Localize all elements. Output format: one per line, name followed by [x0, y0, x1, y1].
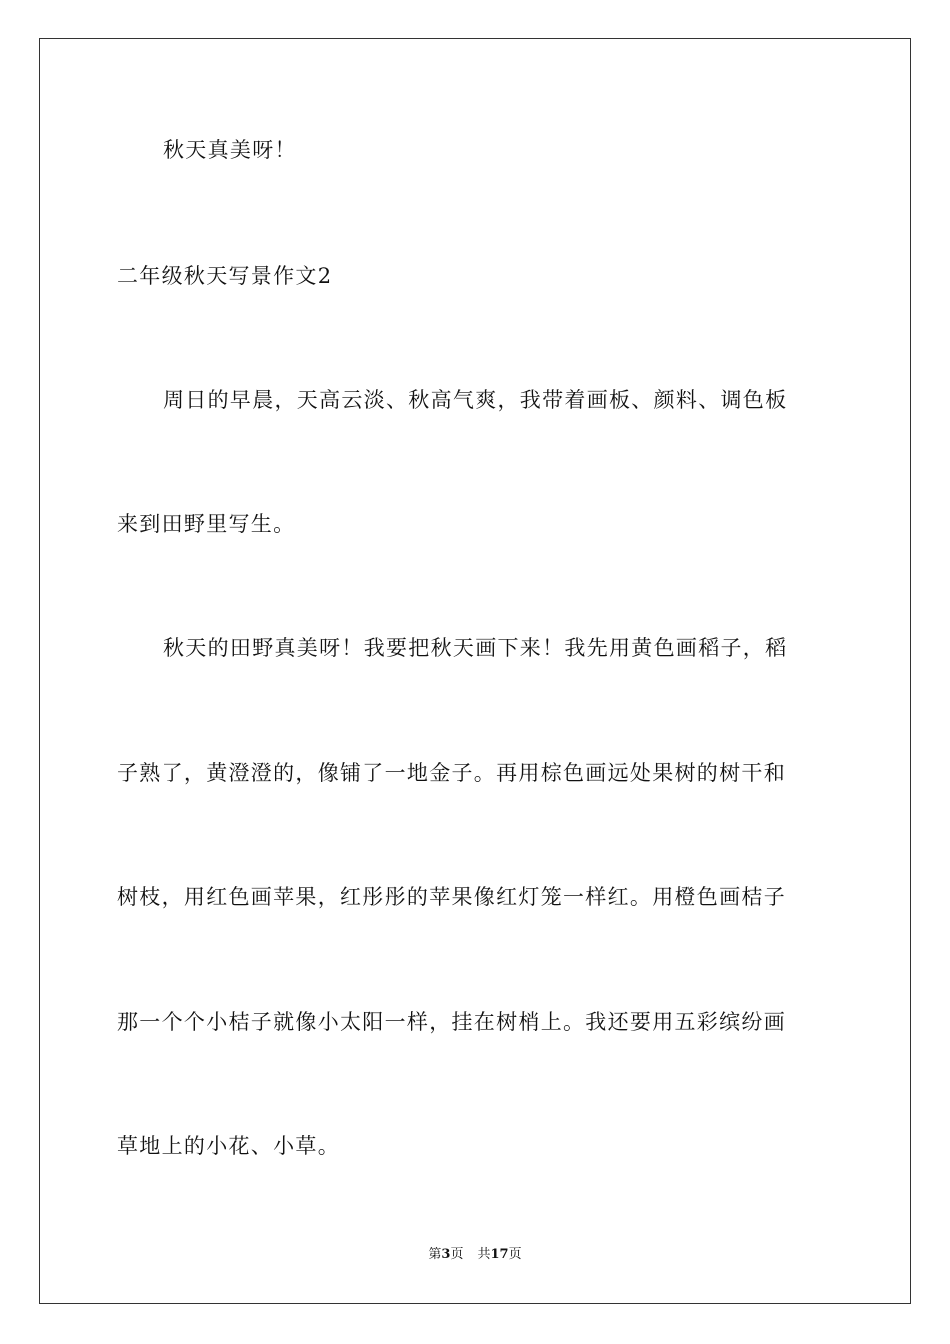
paragraph-line: 子熟了，黄澄澄的，像铺了一地金子。再用棕色画远处果树的树干和 [117, 761, 786, 785]
paragraph-line: 树枝，用红色画苹果，红彤彤的苹果像红灯笼一样红。用橙色画桔子 [117, 885, 786, 909]
page-footer [0, 1246, 950, 1264]
paragraph-line: 来到田野里写生。 [117, 512, 296, 536]
total-suffix: 页 [508, 1247, 522, 1262]
page-number: 3 [441, 1247, 451, 1262]
paragraph-line: 那一个个小桔子就像小太阳一样，挂在树梢上。我还要用五彩缤纷画 [117, 1010, 786, 1034]
paragraph-line: 秋天的田野真美呀！我要把秋天画下来！我先用黄色画稻子，稻 [163, 636, 788, 660]
page-border [39, 38, 911, 1304]
page-total: 17 [490, 1247, 509, 1262]
page-prefix: 第 [428, 1247, 442, 1262]
paragraph-line: 周日的早晨，天高云淡、秋高气爽，我带着画板、颜料、调色板 [163, 388, 788, 412]
paragraph-line: 草地上的小花、小草。 [117, 1134, 340, 1158]
paragraph-line: 秋天真美呀！ [163, 138, 297, 162]
total-prefix: 共 [477, 1247, 491, 1262]
section-heading: 二年级秋天写景作文2 [117, 264, 333, 288]
page-suffix: 页 [450, 1247, 464, 1262]
